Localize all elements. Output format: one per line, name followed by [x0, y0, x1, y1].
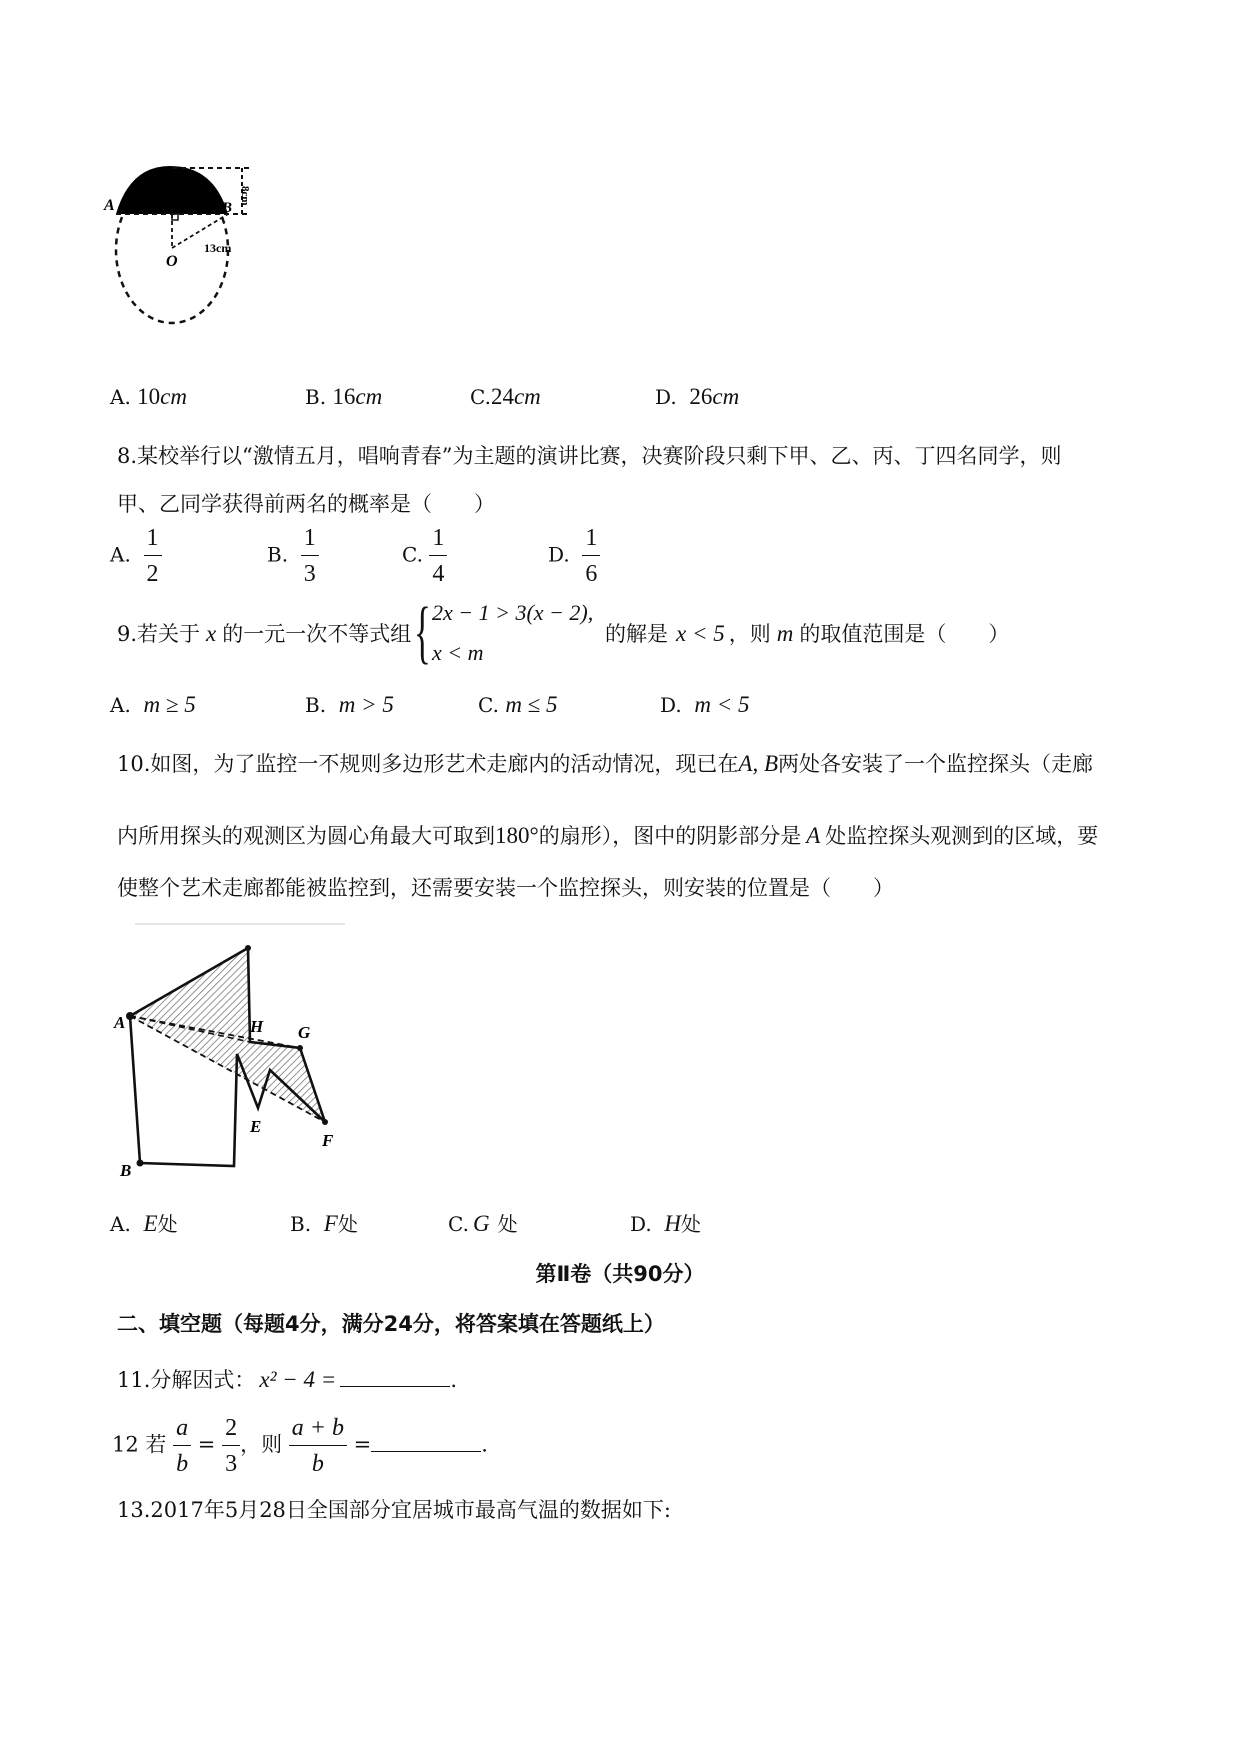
option-unit: cm	[355, 384, 383, 409]
option-value: 16	[332, 384, 356, 409]
fraction	[301, 526, 319, 586]
label-b: B	[120, 1161, 132, 1180]
denominator: 3	[225, 1451, 238, 1477]
option-letter: B.	[267, 542, 289, 567]
inequality-system	[414, 594, 618, 676]
q8-option-d[interactable]	[548, 526, 600, 586]
label-f: F	[322, 1131, 334, 1150]
q8-line1: 8.某校举行以“激情五月，唱响青春”为主题的演讲比赛，决赛阶段只剩下甲、乙、丙、丁四名同学，则	[117, 444, 1062, 468]
q10-line1	[117, 748, 1093, 778]
shaded-segment	[116, 166, 228, 214]
q10-line3: 使整个艺术走廊都能被监控到，还需要安装一个监控探头，则安装的位置是（ ）	[117, 876, 894, 900]
option-suffix: 处	[681, 1212, 702, 1236]
fraction-2-3	[222, 1416, 240, 1476]
period: .	[481, 1432, 488, 1457]
var-a: A	[806, 823, 821, 848]
q10-text: 处监控探头观测到的区域，要	[825, 824, 1099, 848]
point-b-marker	[137, 1160, 144, 1167]
option-value: 10	[137, 384, 161, 409]
q11	[117, 1364, 457, 1394]
brace-icon: {	[414, 594, 431, 671]
denominator: 3	[303, 561, 316, 587]
label-e: E	[250, 1117, 262, 1136]
corridor-figure	[110, 920, 350, 1180]
option-var: G	[472, 1211, 490, 1236]
option-letter: A.	[110, 542, 131, 567]
option-var: F	[323, 1211, 338, 1236]
q9-stem-end	[605, 618, 1009, 648]
answer-blank[interactable]	[340, 1366, 450, 1387]
q9-stem	[117, 618, 411, 648]
q7-option-d[interactable]	[655, 384, 739, 410]
option-letter: C.	[478, 693, 499, 717]
q9-mid: 的一元一次不等式组	[222, 622, 412, 646]
angle-180: 180°	[495, 823, 539, 848]
option-letter: D.	[630, 1212, 652, 1236]
q10-option-b[interactable]	[290, 1208, 358, 1237]
q10-text: 内所用探头的观测区为圆心角最大可取到	[117, 824, 495, 848]
option-letter: A.	[110, 1212, 131, 1236]
q10-text: 10.如图，为了监控一不规则多边形艺术走廊内的活动情况，现已在	[117, 752, 739, 776]
q9-option-d[interactable]	[660, 692, 750, 718]
var-x: x	[206, 621, 217, 646]
option-letter: A.	[110, 693, 131, 717]
option-expr: m ≥ 5	[143, 692, 196, 717]
q9-suffix1: 的解是	[605, 622, 668, 646]
var-ab: A, B	[738, 751, 779, 776]
q8-option-b[interactable]	[267, 526, 319, 586]
option-expr: m > 5	[338, 692, 394, 717]
label-b: B	[222, 200, 233, 216]
q11-expr: x² − 4 =	[259, 1367, 337, 1392]
equals: =	[197, 1432, 216, 1457]
q9-option-a[interactable]	[110, 692, 196, 718]
label-o: O	[166, 253, 178, 270]
option-unit: cm	[160, 384, 187, 409]
option-suffix: 处	[337, 1212, 358, 1236]
q10-text: 两处各安装了一个监控探头（走廊	[778, 752, 1094, 776]
denominator: 6	[585, 561, 598, 587]
fraction	[144, 526, 162, 586]
circle-segment-figure	[104, 158, 270, 333]
q12-mid: ，则	[240, 1432, 283, 1457]
denominator: 2	[146, 561, 159, 587]
inequality-1: 2x − 1 > 3(x − 2),	[432, 600, 594, 625]
section2-title: 二、填空题（每题4分，满分24分，将答案填在答题纸上）	[117, 1312, 665, 1336]
q9-option-c[interactable]	[478, 692, 558, 718]
denominator: 4	[432, 561, 445, 587]
q9-option-b[interactable]	[305, 692, 394, 718]
q12	[112, 1416, 488, 1476]
numerator: a + b	[289, 1416, 347, 1446]
denominator: b	[311, 1451, 324, 1477]
q9-prefix: 9.若关于	[117, 622, 201, 646]
option-letter: D.	[660, 693, 682, 717]
option-value: 26	[689, 384, 713, 409]
q12-prefix: 12 若	[112, 1432, 167, 1457]
option-suffix: 处	[497, 1212, 518, 1236]
q9-suffix3: 的取值范围是（ ）	[799, 622, 1010, 646]
option-value: 24	[490, 384, 514, 409]
fraction-apb-b	[289, 1416, 347, 1476]
q10-text: 的扇形），图中的阴影部分是	[538, 824, 802, 848]
option-letter: A.	[110, 385, 131, 409]
q10-option-a[interactable]	[110, 1208, 178, 1237]
option-letter: B.	[305, 693, 327, 717]
label-h: H	[250, 1017, 264, 1036]
numerator: 1	[582, 526, 600, 556]
numerator: 2	[222, 1416, 240, 1446]
q10-option-d[interactable]	[630, 1208, 701, 1237]
q8-line2: 甲、乙同学获得前两名的概率是（ ）	[117, 492, 495, 516]
q7-option-a[interactable]	[110, 384, 187, 410]
label-height: 8cm	[239, 186, 251, 206]
answer-blank[interactable]	[371, 1431, 481, 1452]
period: .	[450, 1368, 457, 1392]
label-a: A	[114, 1013, 126, 1032]
q8-option-c[interactable]	[402, 526, 447, 586]
label-radius: 13cm	[204, 241, 232, 255]
q10-option-c[interactable]	[448, 1208, 518, 1237]
option-letter: D.	[655, 385, 677, 409]
inequality-2: x < m	[432, 640, 484, 665]
option-expr: m ≤ 5	[505, 692, 558, 717]
fraction	[429, 526, 447, 586]
option-letter: C.	[470, 385, 491, 409]
option-letter: B.	[305, 385, 327, 409]
point-a-marker	[126, 1012, 134, 1020]
label-a: A	[104, 197, 115, 214]
option-expr: m < 5	[694, 692, 750, 717]
q13: 13.2017年5月28日全国部分宜居城市最高气温的数据如下:	[117, 1498, 671, 1522]
option-letter: C.	[448, 1212, 469, 1236]
fraction	[582, 526, 600, 586]
option-unit: cm	[513, 384, 541, 409]
point-g-marker	[297, 1045, 303, 1051]
label-g: G	[298, 1023, 311, 1042]
numerator: 1	[144, 526, 162, 556]
numerator: 1	[301, 526, 319, 556]
q10-line2	[117, 820, 1098, 850]
q7-option-b[interactable]	[305, 384, 382, 410]
q8-option-a[interactable]	[110, 526, 162, 586]
option-letter: D.	[548, 542, 570, 567]
point-top-marker	[245, 945, 251, 951]
q11-prefix: 11.分解因式：	[117, 1368, 256, 1392]
fraction-a-b	[173, 1416, 191, 1476]
option-var: E	[143, 1211, 158, 1236]
q7-option-c[interactable]	[470, 384, 541, 410]
option-letter: B.	[290, 1212, 312, 1236]
option-unit: cm	[712, 384, 740, 409]
denominator: b	[176, 1451, 189, 1477]
equals: =	[353, 1432, 372, 1457]
point-f-marker	[322, 1119, 328, 1125]
numerator: a	[173, 1416, 191, 1446]
q9-suffix2: ，则	[728, 622, 771, 646]
option-letter: C.	[402, 542, 423, 567]
var-m: m	[776, 621, 794, 646]
option-suffix: 处	[157, 1212, 178, 1236]
solution: x < 5	[676, 621, 725, 646]
option-var: H	[664, 1211, 682, 1236]
part2-title: 第Ⅱ卷（共90分）	[535, 1262, 705, 1286]
numerator: 1	[429, 526, 447, 556]
